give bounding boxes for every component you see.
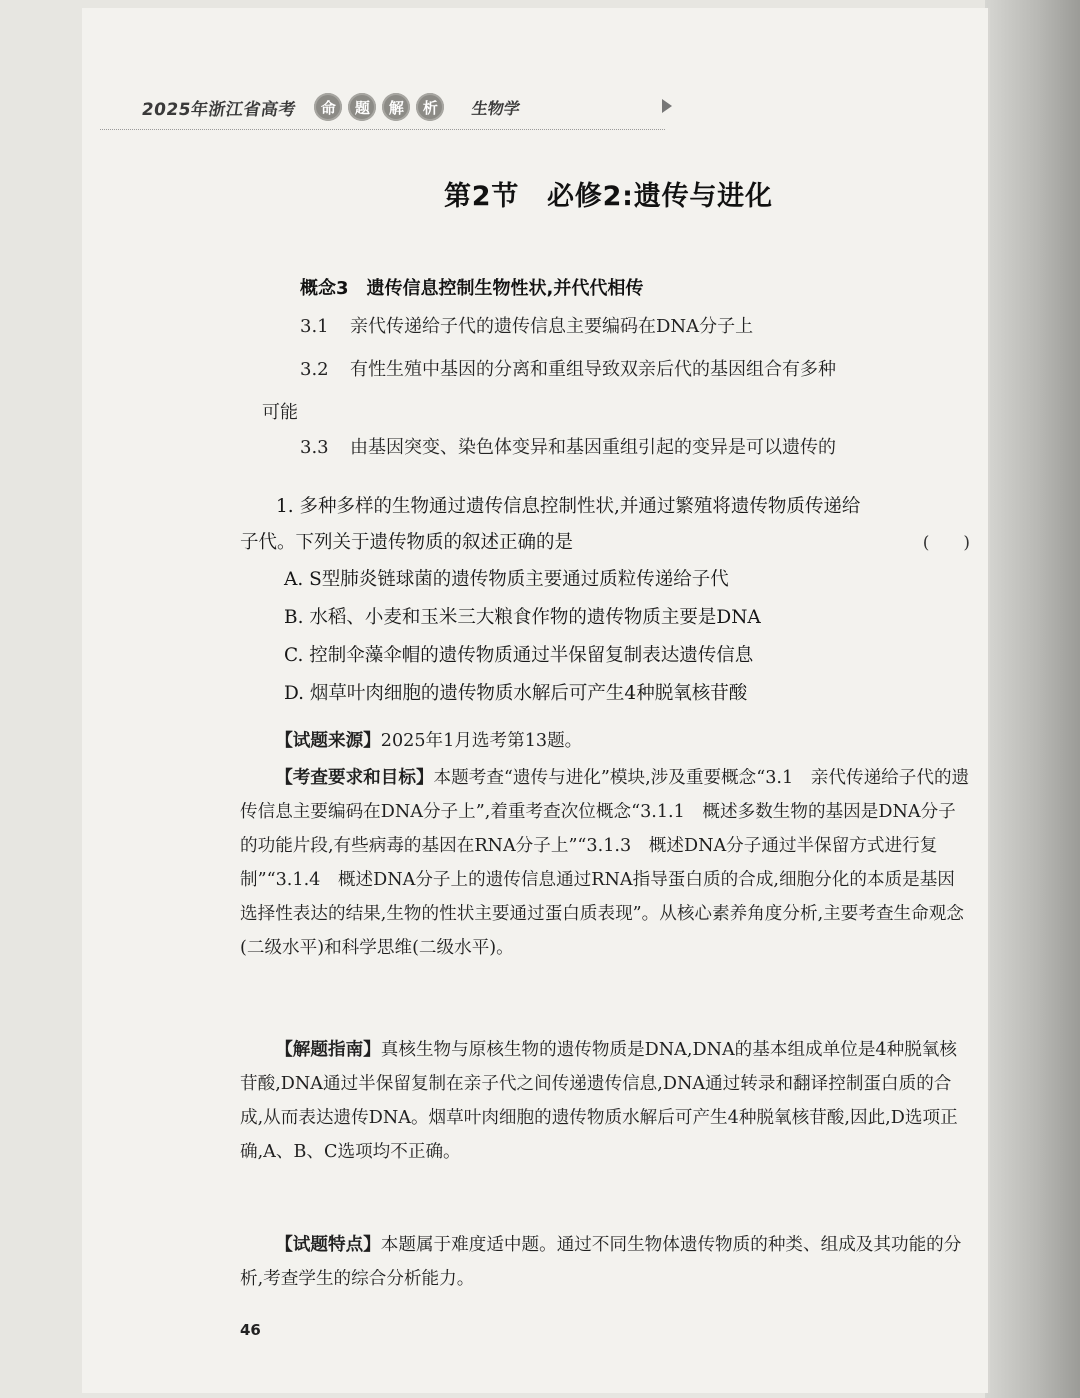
source-tag: 【试题来源】	[275, 731, 381, 751]
concept-heading: 概念3 遗传信息控制生物性状,并代代相传	[300, 278, 644, 299]
features-tag: 【试题特点】	[275, 1235, 381, 1255]
objective-code: 3.3	[300, 437, 329, 458]
option-d: D. 烟草叶肉细胞的遗传物质水解后可产生4种脱氧核苷酸	[284, 683, 748, 704]
objective-continuation: 可能	[262, 402, 298, 423]
features-paragraph	[240, 1228, 970, 1296]
features-section	[240, 1228, 970, 1296]
objective-text: 有性生殖中基因的分离和重组导致双亲后代的基因组合有多种	[350, 359, 836, 380]
requirements-section	[240, 761, 970, 965]
running-header-left	[142, 86, 520, 128]
header-subject: 生物学	[470, 98, 522, 118]
header-badge: 解	[382, 93, 410, 121]
running-header	[142, 86, 672, 128]
section-title: 第2节 必修2:遗传与进化	[444, 181, 773, 212]
question-stem-line2: 子代。下列关于遗传物质的叙述正确的是	[240, 532, 574, 553]
objective-item	[300, 433, 836, 459]
option-b: B. 水稻、小麦和玉米三大粮食作物的遗传物质主要是DNA	[284, 607, 761, 628]
objective-item	[300, 312, 753, 338]
guide-paragraph	[240, 1033, 970, 1169]
option-a: A. S型肺炎链球菌的遗传物质主要通过质粒传递给子代	[284, 569, 729, 590]
question-stem-continued	[240, 525, 970, 561]
header-badge: 题	[348, 93, 376, 121]
guide-tag: 【解题指南】	[275, 1040, 381, 1060]
guide-text: 真核生物与原核生物的遗传物质是DNA,DNA的基本组成单位是4种脱氧核苷酸,DNA通过半保留复制在亲子代之间传递遗传信息,DNA通过转录和翻译控制蛋白质的合成,从而表达遗传DNA。烟草叶肉细胞的遗传物质水解后可产生4种脱氧核苷酸,因此,D选项正确,A、B、C选项均不正确。	[240, 1040, 958, 1162]
objective-code: 3.1	[300, 316, 329, 337]
header-badge: 析	[416, 93, 444, 121]
requirements-tag: 【考查要求和目标】	[275, 768, 434, 788]
source-paragraph	[240, 724, 970, 758]
requirements-paragraph	[240, 761, 970, 965]
option-c: C. 控制伞藻伞帽的遗传物质通过半保留复制表达遗传信息	[284, 645, 754, 666]
objective-code: 3.2	[300, 359, 329, 380]
header-divider	[100, 129, 665, 130]
features-text: 本题属于难度适中题。通过不同生物体遗传物质的种类、组成及其功能的分析,考查学生的综合分析能力。	[240, 1235, 962, 1289]
question-stem: 1. 多种多样的生物通过遗传信息控制性状,并通过繁殖将遗传物质传递给	[276, 496, 861, 517]
page-number: 46	[240, 1321, 261, 1339]
guide-section	[240, 1033, 970, 1169]
source-text: 2025年1月选考第13题。	[380, 731, 583, 751]
header-arrow-icon	[662, 99, 672, 113]
scan-edge-shadow	[985, 0, 1080, 1398]
header-series-title: 2025年浙江省高考	[140, 99, 298, 120]
header-badges	[314, 93, 444, 121]
question-block	[240, 489, 970, 713]
objective-text: 亲代传递给子代的遗传信息主要编码在DNA分子上	[350, 316, 754, 337]
objective-item	[300, 355, 836, 381]
answer-blank: ( )	[922, 533, 970, 553]
requirements-text: 本题考查“遗传与进化”模块,涉及重要概念“3.1 亲代传递给子代的遗传信息主要编码在DNA分子上”,着重考查次位概念“3.1.1 概述多数生物的基因是DNA分子的功能片段,有些病毒的基因在RNA分子上”“3.1.3 概述DNA分子通过半保留方式进行复制”“3.1.4 概述DNA分子上的遗传信息通过RNA指导蛋白质的合成,细胞分化的本质是基因选择性表达的结果,生物的性状主要通过蛋白质表现”。从核心素养角度分析,主要考查生命观念(二级水平)和科学思维(二级水平)。	[240, 768, 970, 958]
source-section	[240, 724, 970, 758]
header-badge: 命	[314, 93, 342, 121]
objective-text: 由基因突变、染色体变异和基因重组引起的变异是可以遗传的	[350, 437, 836, 458]
